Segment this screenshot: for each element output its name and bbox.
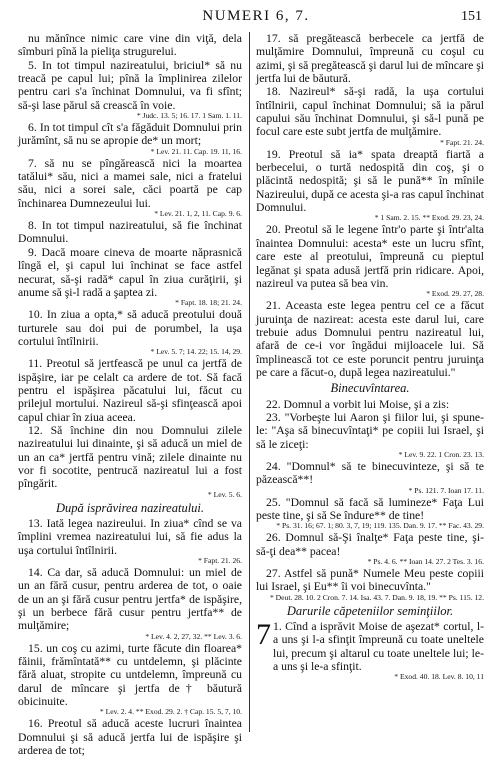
verse-paragraph: 8. In tot timpul nazireatului, să fie închinat Domnului. [18, 219, 242, 246]
cross-reference: * Ps. 4. 6. ** Ioan 14. 27. 2 Tes. 3. 16. [367, 557, 484, 567]
cross-reference: * Ps. 31. 16; 67. 1; 80. 3, 7, 19; 119. 135. Dan. 9. 17. ** Fac. 43. 29. [276, 521, 484, 531]
verse-text: 1. Cînd a isprăvit Moise de aşezat* cortul, l-a uns şi l-a sfinţit împreună cu toate uneltele lui, precum şi altarul cu toate uneltele lui; le-a uns şi le-a sfinţit. [273, 620, 484, 674]
cross-reference: * Lev. 21. 1, 2, 11. Cap. 9. 6. [154, 209, 242, 219]
verse-paragraph: 10. In ziua a opta,* să aducă preotului două turturele sau doi pui de porumbel, la uşa cortului întîlnirii. [18, 308, 242, 348]
cross-reference: * Fapt. 21. 24. [440, 137, 484, 147]
cross-reference: * Fapt. 21. 26. [198, 556, 242, 566]
verse-paragraph: 5. In tot timpul nazireatului, briciul* să nu treacă pe capul lui; pînă la împlinirea zilelor pentru cari s'a închinat Domnului, va fi sfînt; să-şi lase părul să crească în voie. [18, 58, 242, 112]
running-title: NUMERI 6, 7. [202, 8, 310, 24]
section-heading: După isprăvirea nazireatului. [55, 500, 205, 515]
verse-paragraph: 17. să pregătească berbecele ca jertfă de mulţămire Domnului, împreună cu coşul cu azimi, şi să pregătească şi darul lui de mîncare şi jertfa lui de băutură. [256, 32, 484, 86]
verse-paragraph: 6. In tot timpul cît s'a făgăduit Domnului prin jurămînt, să nu se apropie de* un mort; [18, 121, 242, 148]
verse-paragraph: 11. Preotul să jertfească pe unul ca jertfă de ispăşire, iar pe celalt ca ardere de tot. Să facă pentru el ispăşirea păcatului lui, făcut cu prilejul mortului. Nazireul să-şi sfinţească apoi capul chiar în ziua aceea. [18, 357, 242, 424]
verse-paragraph: 26. Domnul să-Şi înalţe* Faţa peste tine, şi-să-ţi dea** pacea! [256, 531, 484, 558]
verse-paragraph: 23. "Vorbeşte lui Aaron şi fiilor lui, şi spune-le: "Aşa să binecuvîntaţi* pe copiii lui Israel, şi să le ziceţi: [256, 410, 484, 451]
section-heading: Darurile căpeteniilor seminţiilor. [286, 603, 454, 618]
section-heading: Binecuvîntarea. [330, 381, 410, 396]
verse-paragraph: nu mănînce nimic care vine din viţă, dela sîmburi pînă la pieliţa strugurelui. [18, 32, 242, 59]
verse-paragraph: 20. Preotul să le legene într'o parte şi într'alta înaintea Domnului: acesta* este un lucru sfînt, care este al preotului, împreună cu pieptul legănat şi spata adusă jertfă prin ridicare. Apoi, nazireul va putea să bea vin. [256, 223, 484, 290]
page-header [30, 8, 482, 30]
cross-reference: * Lev. 9. 22. 1 Cron. 23. 13. [398, 449, 484, 459]
verse-paragraph: 19. Preotul să ia* spata dreaptă fiartă a berbecelui, o turtă nedospită din coş, şi o plăcintă nedospită; şi să le pună** în mînile Nazireului, după ce acesta şi-a ras capul închinat Domnului. [256, 147, 484, 215]
cross-reference: * Lev. 4. 2, 27, 32. ** Lev. 3. 6. [145, 631, 242, 641]
cross-reference: * Lev. 2. 4. ** Exod. 29. 2. † Cap. 15. 5, 7, 10. [99, 707, 242, 717]
cross-reference: * Ps. 121. 7. Ioan 17. 11. [408, 485, 484, 495]
verse-paragraph: 18. Nazireul* să-şi radă, la uşa cortului întîlnirii, capul închinat Domnului; să ia părul capului său închinat Domnului, şi să-l pună pe focul care este subt jertfa de mulţămire. [256, 85, 484, 139]
cross-reference: * Deut. 28. 10. 2 Cron. 7. 14. Isa. 43. 7. Dan. 9. 18, 19. ** Ps. 115. 12. [269, 592, 484, 602]
verse-paragraph: 12. Să închine din nou Domnului zilele nazireatului lui dinainte, şi să aducă un miel de un an ca* jertfă pentru vină; zilele dinainte nu vor fi socotite, pentrucă nazireatul lui a fost pîngărit. [18, 423, 242, 491]
cross-reference: * Exod. 40. 18. Lev. 8. 10, 11 [394, 672, 484, 682]
verse-paragraph: 13. Iată legea nazireului. In ziua* cînd se va împlini vremea nazireatului lui, să fie adus la uşa cortului întîlnirii. [18, 517, 242, 557]
cross-reference: * Judc. 13. 5; 16. 17. 1 Sam. 1. 11. [136, 111, 242, 121]
verse-paragraph: 7. să nu se pîngărească nici la moartea tatălui* său, nici a mamei sale, nici a fratelui său, nici a sorei sale, căci poartă pe cap închinarea Dumnezeului lui. [18, 156, 242, 210]
cross-reference: * Exod. 29. 27, 28. [426, 289, 484, 299]
verse-paragraph: 24. "Domnul* să te binecuvinteze, şi să te păzească**! [256, 459, 484, 487]
column-divider [249, 32, 250, 732]
verse-paragraph: 22. Domnul a vorbit lui Moise, şi a zis: [266, 397, 450, 411]
cross-reference: * 1 Sam. 2. 15. ** Exod. 29. 23, 24. [374, 213, 484, 223]
chapter-start-paragraph [256, 620, 484, 673]
verse-paragraph: 14. Ca dar, să aducă Domnului: un miel de un an fără cusur, pentru arderea de tot, o oaie de un an şi fără cusur pentru jertfa* de ispăşire, şi un berbece fără cusur pentru jertfa** de mulţămire; [18, 566, 242, 633]
right-column [256, 32, 484, 682]
verse-paragraph: 21. Aceasta este legea pentru cel ce a făcut juruinţa de nazireat: acesta este darul lui, care trebuie adus Domnului pentru nazireatul lui, afară de ce-i vor îngădui mijloacele lui. Să împlinească tot ce este poruncit pentru juruinţa pe care a făcut-o, după legea nazireatului." [256, 299, 484, 379]
verse-paragraph: 16. Preotul să aducă aceste lucruri înaintea Domnului şi să aducă jertfa lui de ispăşire şi arderea de tot; [18, 717, 242, 758]
chapter-number: 7 [256, 618, 271, 652]
verse-paragraph: 27. Astfel să pună* Numele Meu peste copiii lui Israel, şi Eu** îi voi binecuvînta." [256, 567, 484, 594]
verse-paragraph: 9. Dacă moare cineva de moarte năprasnică lîngă el, şi capul lui închinat se face astfel necurat, să-şi radă* capul în ziua curăţirii, şi anume să şi-l radă a şaptea zi. [18, 245, 242, 299]
verse-paragraph: 25. "Domnul să facă să lumineze* Faţa Lui peste tine, şi să Se îndure** de tine! [256, 495, 484, 522]
cross-reference: * Fapt. 18. 18; 21. 24. [175, 298, 242, 308]
verse-paragraph: 15. un coş cu azimi, turte făcute din floarea* făinii, frămîntată** cu untdelemn, şi plăcinte fără aluat, stropite cu untdelemn, împreună cu darul de mîncare şi jertfa de† băutură obicinuite. [18, 641, 242, 709]
page-number: 151 [461, 9, 482, 24]
cross-reference: * Lev. 5. 6. [207, 489, 242, 499]
cross-reference: * Lev. 5. 7; 14. 22; 15. 14, 29. [150, 347, 242, 357]
cross-reference: * Lev. 21. 11. Cap. 19. 11, 16. [150, 146, 242, 156]
left-column [18, 32, 242, 758]
